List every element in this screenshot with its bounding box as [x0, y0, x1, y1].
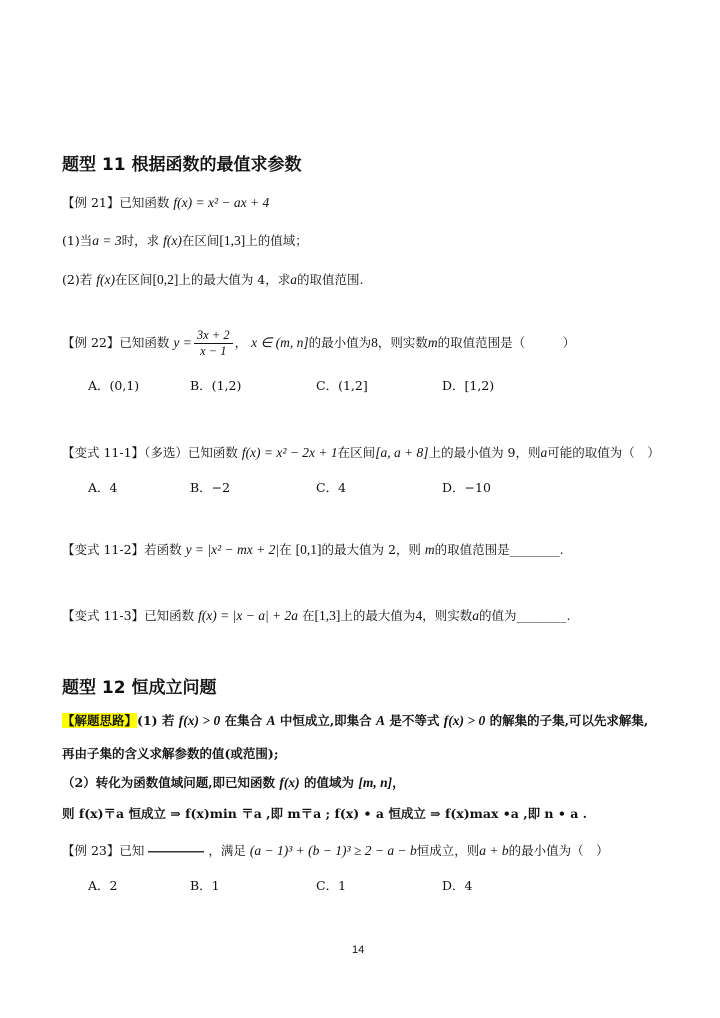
variant-11-2-stem: 【变式 11-2】若函数 y = |x² − mx + 2|在 [0,1]的最大值为 2，则 m的取值范围是________.	[62, 542, 564, 557]
example-tag: 【变式 11-3】	[62, 608, 145, 623]
solution-tip-line-3: （2）转化为函数值域问题,即已知函数 f(x) 的值域为 [m, n]，	[62, 775, 405, 790]
option-c[interactable]: C．4	[316, 480, 347, 495]
example-23-stem: 【例 23】已知 ，满足 (a − 1)³ + (b − 1)³ ≥ 2 − a − b恒成立，则a + b的最小值为（ ）	[62, 843, 609, 858]
option-a[interactable]: A．2	[88, 878, 118, 893]
example-21-part-2: (2)若 f(x)在区间[0,2]上的最大值为 4，求a的取值范围.	[62, 272, 364, 287]
variant-11-3-stem: 【变式 11-3】已知函数 f(x) = |x − a| + 2a 在[1,3]上的最大值为4，则实数a的值为________.	[62, 608, 571, 623]
option-b[interactable]: B．1	[190, 878, 220, 893]
solution-tip-line-1: 【解题思路】(1) 若 f(x) > 0 在集合 A 中恒成立,即集合 A 是不等式 f(x) > 0 的解集的子集,可以先求解集,	[62, 713, 649, 728]
section-title-12: 题型 12 恒成立问题	[62, 678, 217, 698]
option-a[interactable]: A．(0,1)	[88, 378, 140, 393]
example-21-stem: 【例 21】已知函数 f(x) = x² − ax + 4	[62, 195, 270, 210]
example-tag: 【变式 11-2】	[62, 542, 145, 557]
page-number: 14	[352, 944, 365, 956]
option-c[interactable]: C．(1,2]	[316, 378, 368, 393]
example-tag: 【例 22】	[62, 335, 120, 350]
variant-11-1-stem: 【变式 11-1】（多选）已知函数 f(x) = x² − 2x + 1在区间[a, a + 8]上的最小值为 9，则a可能的取值为（ ）	[62, 445, 660, 460]
option-d[interactable]: D．[1,2)	[442, 378, 495, 393]
fraction: $\frac{3x + 2}{x - 1}$	[194, 328, 233, 359]
example-tag: 【变式 11-1】	[62, 445, 145, 460]
option-d[interactable]: D．4	[442, 878, 473, 893]
formula: f(x) = x² − ax + 4	[173, 195, 270, 210]
example-tag: 【例 21】	[62, 195, 120, 210]
example-21-part-1: (1)当a = 3时，求 f(x)在区间[1,3]上的值域；	[62, 233, 308, 248]
option-a[interactable]: A．4	[88, 480, 118, 495]
option-c[interactable]: C．1	[316, 878, 347, 893]
example-tag: 【例 23】	[62, 843, 120, 858]
section-title-11: 题型 11 根据函数的最值求参数	[62, 155, 302, 175]
solution-tip-line-2: 再由子集的含义求解参数的值(或范围);	[62, 746, 279, 761]
option-b[interactable]: B．(1,2)	[190, 378, 242, 393]
option-d[interactable]: D．−10	[442, 480, 491, 495]
solution-tip-line-4: 则 f(x)〒a 恒成立 ⇒ f(x)min 〒a ,即 m〒a ; f(x) • a 恒成立 ⇒ f(x)max •a ,即 n • a .	[62, 806, 588, 821]
example-22-stem: 【例 22】已知函数 y = $\frac{3x + 2}{x - 1}$ ， x ∈ (m, n]的最小值为8，则实数m的取值范围是（ ）	[62, 328, 576, 358]
placeholder-line	[148, 851, 204, 852]
option-b[interactable]: B．−2	[190, 480, 231, 495]
solution-tip-label: 【解题思路】	[62, 713, 138, 728]
